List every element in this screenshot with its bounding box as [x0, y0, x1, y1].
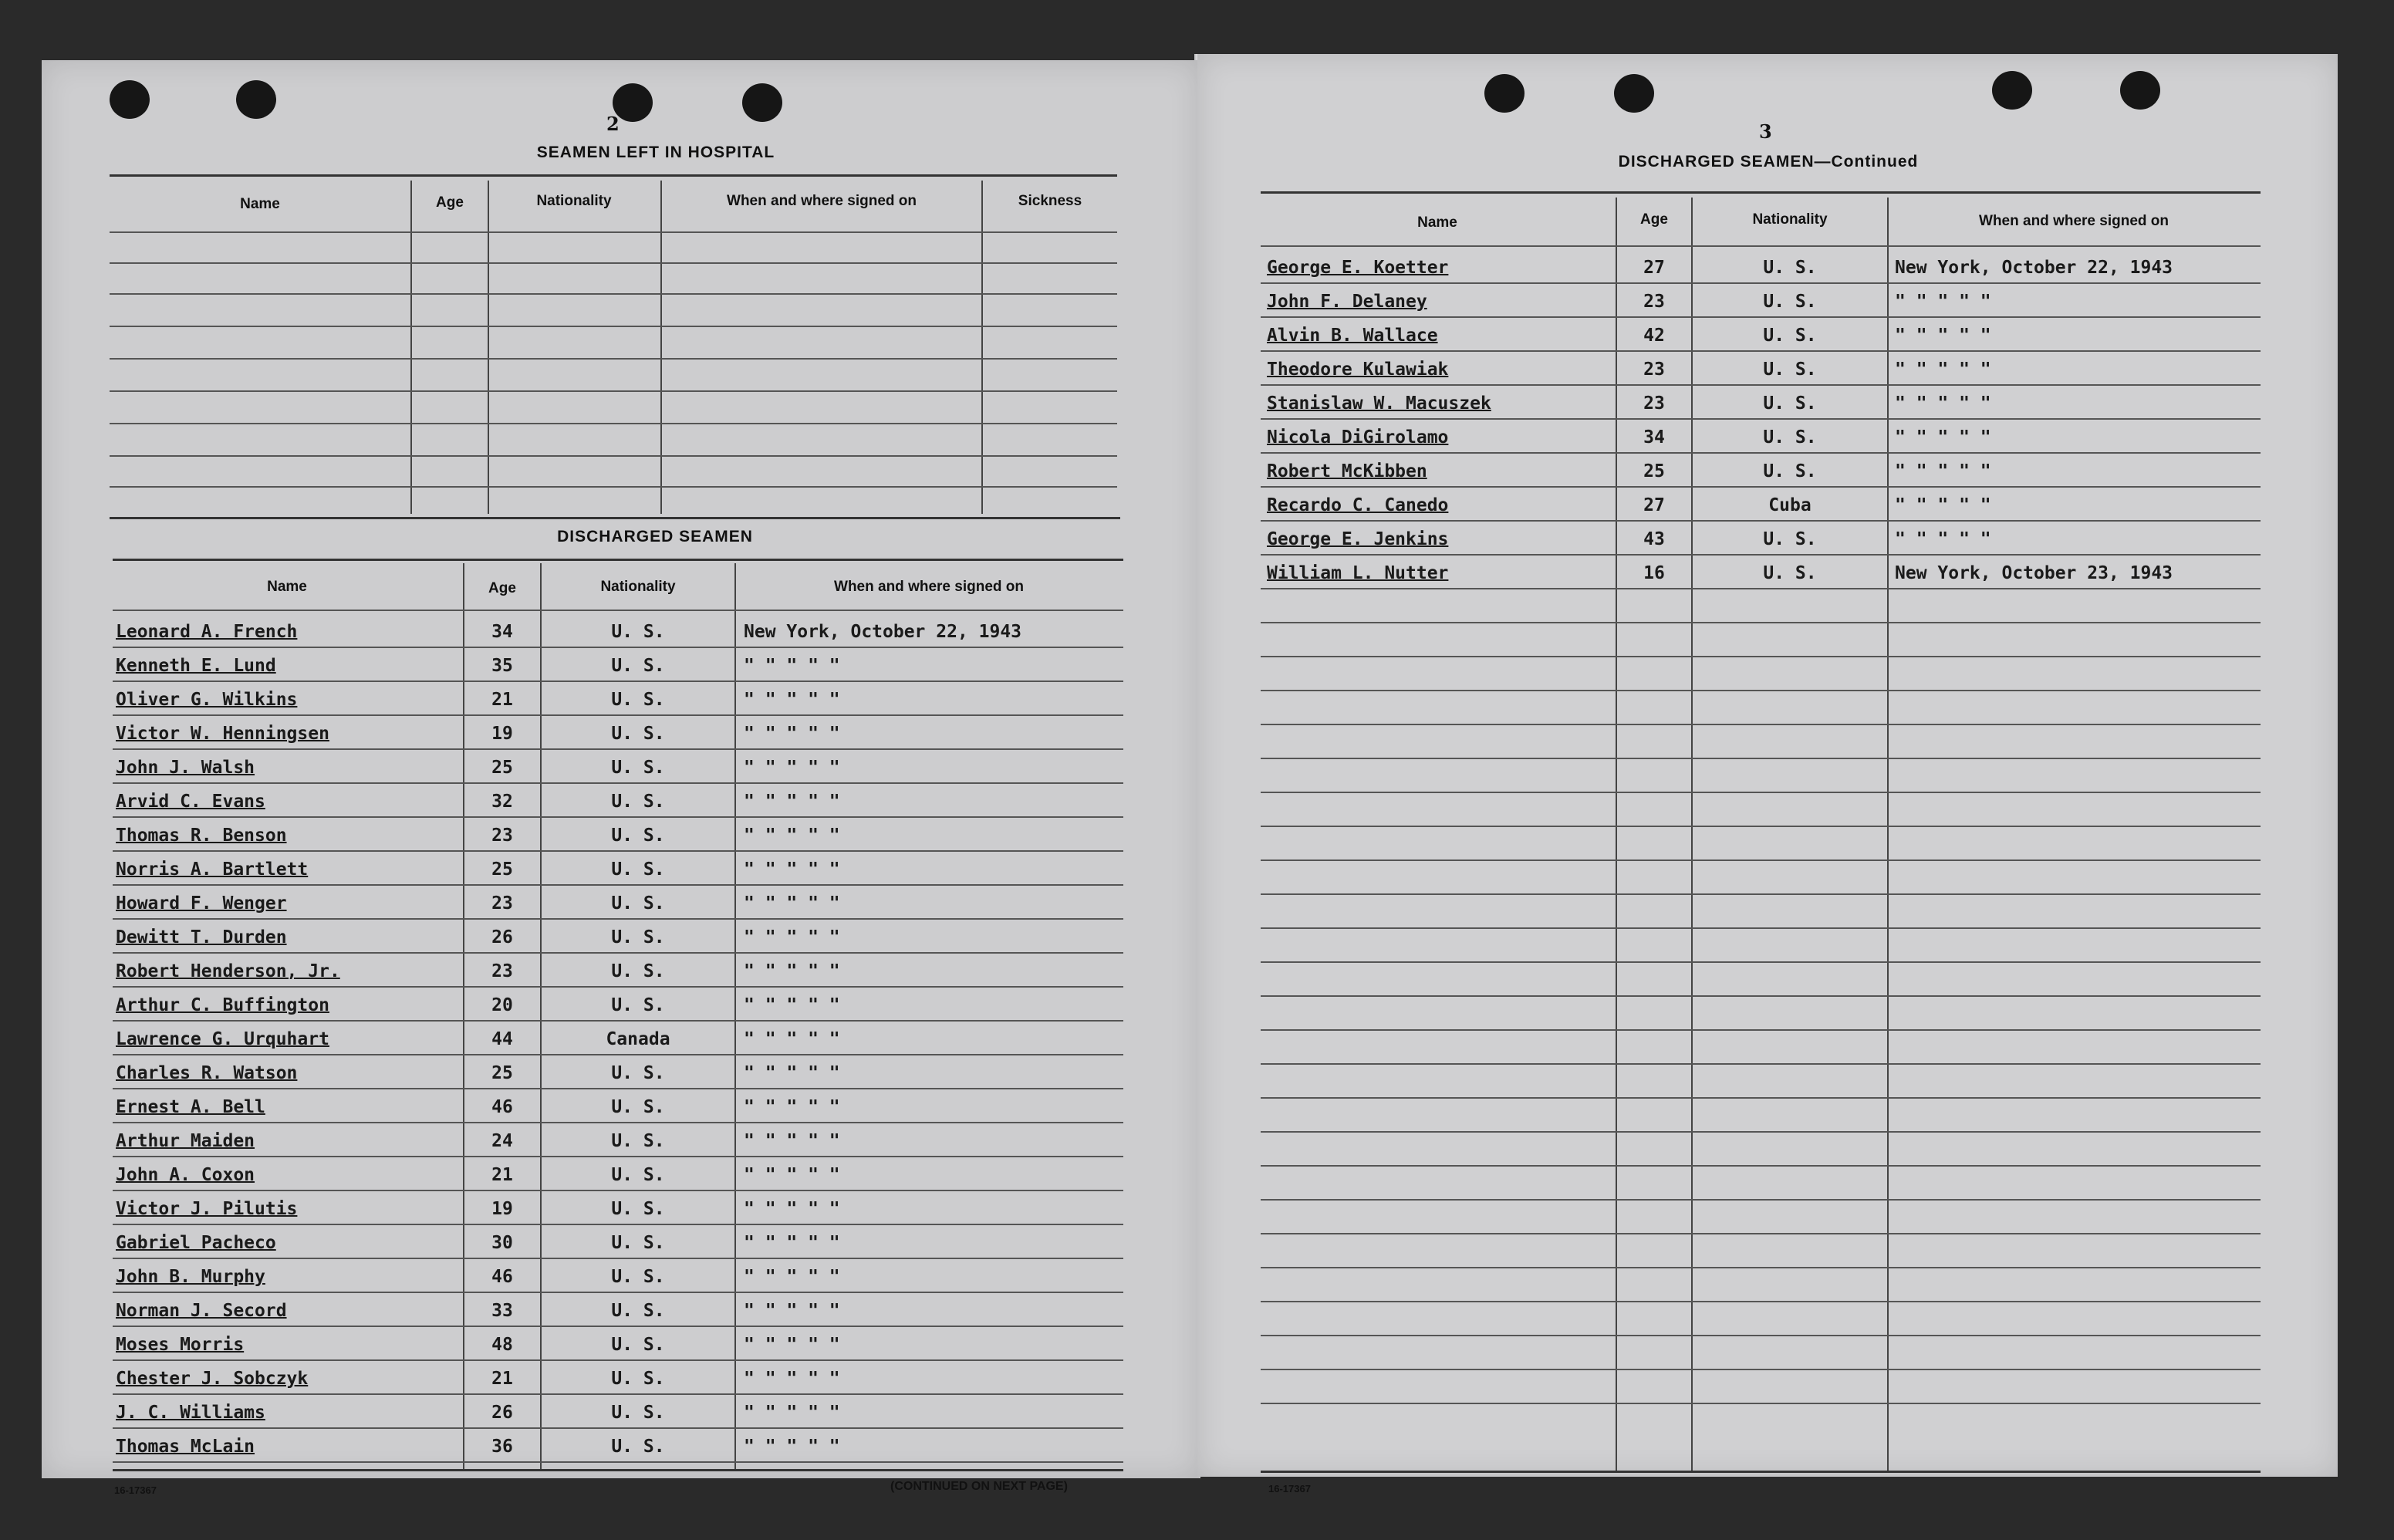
column-divider	[488, 181, 489, 514]
row-line	[113, 1156, 1123, 1157]
row-line	[113, 1054, 1123, 1055]
seaman-age-cell: 34	[1643, 427, 1665, 447]
seaman-age-cell: 48	[491, 1335, 513, 1355]
seaman-signed-cell: " " " " "	[744, 1029, 840, 1049]
row-line	[113, 647, 1123, 648]
seaman-age-cell: 44	[491, 1029, 513, 1049]
seaman-name-cell: Arthur Maiden	[116, 1131, 255, 1151]
seaman-signed-cell: " " " " "	[744, 995, 840, 1015]
seaman-nat-cell: U. S.	[1763, 461, 1817, 481]
column-header-nationality: Nationality	[536, 193, 612, 209]
seaman-signed-cell: " " " " "	[744, 1437, 840, 1457]
row-line	[110, 231, 1117, 233]
seaman-name-cell: Thomas R. Benson	[116, 826, 287, 846]
seaman-signed-cell: " " " " "	[1895, 495, 1991, 515]
seaman-name-cell: John B. Murphy	[116, 1267, 265, 1287]
seaman-age-cell: 23	[491, 826, 513, 846]
row-line	[1261, 792, 2261, 793]
right-page	[1197, 54, 2338, 1494]
form-number: 16-17367	[1268, 1483, 1311, 1494]
row-line	[1261, 1165, 2261, 1167]
row-line	[1261, 995, 2261, 997]
seaman-age-cell: 19	[491, 724, 513, 744]
seaman-nat-cell: U. S.	[611, 1165, 665, 1185]
row-line	[113, 1292, 1123, 1293]
seaman-age-cell: 21	[491, 1369, 513, 1389]
seaman-name-cell: Thomas McLain	[116, 1437, 255, 1457]
seaman-nat-cell: Canada	[606, 1029, 670, 1049]
form-number: 16-17367	[114, 1484, 157, 1496]
seaman-nat-cell: U. S.	[1763, 563, 1817, 583]
page-number: 3	[1759, 120, 1772, 143]
seaman-signed-cell: " " " " "	[744, 656, 840, 676]
row-line	[1261, 1029, 2261, 1031]
row-line	[113, 748, 1123, 750]
seaman-nat-cell: U. S.	[611, 1063, 665, 1083]
seaman-nat-cell: Cuba	[1768, 495, 1812, 515]
row-line	[1261, 486, 2261, 488]
seaman-name-cell: Alvin B. Wallace	[1267, 326, 1438, 346]
column-header-sickness: Sickness	[1018, 193, 1082, 209]
row-line	[1261, 1131, 2261, 1133]
seaman-signed-cell: " " " " "	[744, 792, 840, 812]
seaman-name-cell: Dewitt T. Durden	[116, 927, 287, 947]
seaman-age-cell: 26	[491, 927, 513, 947]
row-line	[1261, 1097, 2261, 1099]
row-line	[1261, 690, 2261, 691]
row-line	[110, 390, 1117, 392]
seaman-age-cell: 46	[491, 1097, 513, 1117]
seaman-signed-cell: " " " " "	[744, 1199, 840, 1219]
row-line	[1261, 1063, 2261, 1065]
row-line	[113, 1190, 1123, 1191]
punch-hole	[110, 80, 150, 119]
seaman-signed-cell: " " " " "	[744, 1233, 840, 1253]
row-line	[1261, 588, 2261, 589]
seaman-age-cell: 43	[1643, 529, 1665, 549]
seaman-name-cell: George E. Jenkins	[1267, 529, 1449, 549]
row-line	[113, 681, 1123, 682]
seaman-nat-cell: U. S.	[611, 1437, 665, 1457]
row-line	[113, 1461, 1123, 1463]
seaman-signed-cell: " " " " "	[1895, 326, 1991, 346]
seaman-signed-cell: " " " " "	[1895, 427, 1991, 447]
table-rule	[1261, 191, 2261, 194]
row-line	[113, 1326, 1123, 1327]
row-line	[113, 1020, 1123, 1022]
row-line	[113, 1258, 1123, 1259]
seaman-name-cell: Stanislaw W. Macuszek	[1267, 393, 1491, 414]
punch-hole	[2120, 71, 2160, 110]
column-divider	[660, 181, 662, 514]
seaman-name-cell: Arthur C. Buffington	[116, 995, 329, 1015]
row-line	[1261, 961, 2261, 963]
seaman-age-cell: 27	[1643, 495, 1665, 515]
seaman-name-cell: William L. Nutter	[1267, 563, 1449, 583]
seaman-nat-cell: U. S.	[611, 1301, 665, 1321]
seaman-nat-cell: U. S.	[611, 927, 665, 947]
seaman-age-cell: 23	[491, 961, 513, 981]
seaman-name-cell: Leonard A. French	[116, 622, 298, 642]
row-line	[1261, 622, 2261, 623]
left-page	[42, 60, 1199, 1496]
punch-hole	[1992, 71, 2032, 110]
seaman-signed-cell: " " " " "	[1895, 529, 1991, 549]
seaman-age-cell: 42	[1643, 326, 1665, 346]
row-line	[110, 486, 1117, 488]
column-header-age: Age	[436, 194, 464, 211]
row-line	[113, 1393, 1123, 1395]
row-line	[113, 884, 1123, 886]
row-line	[113, 1088, 1123, 1089]
seaman-age-cell: 32	[491, 792, 513, 812]
seaman-nat-cell: U. S.	[611, 1131, 665, 1151]
seaman-nat-cell: U. S.	[611, 995, 665, 1015]
row-line	[1261, 1403, 2261, 1404]
seaman-name-cell: Moses Morris	[116, 1335, 245, 1355]
row-line	[110, 423, 1117, 424]
row-line	[1261, 724, 2261, 725]
page-number: 2	[606, 113, 620, 135]
row-line	[1261, 245, 2261, 247]
column-header-name: Name	[1417, 214, 1457, 231]
column-header-age: Age	[488, 580, 516, 596]
seaman-signed-cell: " " " " "	[744, 961, 840, 981]
seaman-name-cell: Ernest A. Bell	[116, 1097, 265, 1117]
seaman-age-cell: 20	[491, 995, 513, 1015]
seaman-nat-cell: U. S.	[611, 1097, 665, 1117]
seaman-age-cell: 25	[1643, 461, 1665, 481]
column-header-signed-on: When and where signed on	[834, 579, 1024, 595]
table-rule	[1261, 1471, 2261, 1473]
row-line	[113, 610, 1123, 611]
seaman-signed-cell: " " " " "	[744, 927, 840, 947]
seaman-age-cell: 27	[1643, 258, 1665, 278]
row-line	[1261, 927, 2261, 929]
hospital-section-title: SEAMEN LEFT IN HOSPITAL	[536, 144, 775, 161]
seaman-nat-cell: U. S.	[1763, 258, 1817, 278]
seaman-name-cell: Howard F. Wenger	[116, 893, 287, 914]
seaman-age-cell: 26	[491, 1403, 513, 1423]
seaman-nat-cell: U. S.	[611, 690, 665, 710]
seaman-name-cell: Victor W. Henningsen	[116, 724, 329, 744]
seaman-signed-cell: " " " " "	[744, 1335, 840, 1355]
seaman-name-cell: Oliver G. Wilkins	[116, 690, 298, 710]
seaman-name-cell: Recardo C. Canedo	[1267, 495, 1449, 515]
row-line	[1261, 893, 2261, 895]
seaman-age-cell: 33	[491, 1301, 513, 1321]
table-rule	[110, 517, 1120, 519]
seaman-name-cell: John A. Coxon	[116, 1165, 255, 1185]
column-header-nationality: Nationality	[600, 579, 676, 595]
row-line	[110, 358, 1117, 360]
seaman-nat-cell: U. S.	[611, 859, 665, 880]
column-header-name: Name	[267, 579, 307, 595]
row-line	[1261, 1335, 2261, 1336]
punch-hole	[236, 80, 276, 119]
table-rule	[113, 559, 1123, 561]
seaman-signed-cell: " " " " "	[744, 758, 840, 778]
seaman-age-cell: 23	[491, 893, 513, 914]
seaman-signed-cell: " " " " "	[744, 1097, 840, 1117]
seaman-name-cell: Norman J. Secord	[116, 1301, 287, 1321]
column-divider	[410, 181, 412, 514]
seaman-signed-cell: " " " " "	[744, 1403, 840, 1423]
seaman-signed-cell: " " " " "	[1895, 292, 1991, 312]
seaman-name-cell: John J. Walsh	[116, 758, 255, 778]
row-line	[110, 326, 1117, 327]
seaman-nat-cell: U. S.	[611, 656, 665, 676]
column-header-signed-on: When and where signed on	[1979, 213, 2169, 229]
column-divider	[1691, 198, 1693, 1472]
seaman-age-cell: 25	[491, 758, 513, 778]
row-line	[1261, 316, 2261, 318]
seaman-signed-cell: " " " " "	[1895, 360, 1991, 380]
row-line	[1261, 826, 2261, 827]
seaman-nat-cell: U. S.	[611, 1369, 665, 1389]
seaman-name-cell: George E. Koetter	[1267, 258, 1449, 278]
seaman-name-cell: Arvid C. Evans	[116, 792, 265, 812]
row-line	[113, 952, 1123, 954]
row-line	[1261, 758, 2261, 759]
seaman-name-cell: Lawrence G. Urquhart	[116, 1029, 329, 1049]
column-header-age: Age	[1640, 211, 1668, 228]
seaman-nat-cell: U. S.	[611, 792, 665, 812]
column-divider	[981, 181, 983, 514]
seaman-nat-cell: U. S.	[611, 1233, 665, 1253]
row-line	[1261, 859, 2261, 861]
seaman-signed-cell: " " " " "	[744, 690, 840, 710]
seaman-signed-cell: " " " " "	[1895, 461, 1991, 481]
seaman-age-cell: 35	[491, 656, 513, 676]
seaman-signed-cell: " " " " "	[744, 1165, 840, 1185]
row-line	[1261, 350, 2261, 352]
seaman-signed-cell: " " " " "	[744, 1301, 840, 1321]
row-line	[113, 1122, 1123, 1123]
seaman-nat-cell: U. S.	[1763, 360, 1817, 380]
seaman-age-cell: 19	[491, 1199, 513, 1219]
seaman-age-cell: 23	[1643, 292, 1665, 312]
row-line	[1261, 418, 2261, 420]
seaman-name-cell: Victor J. Pilutis	[116, 1199, 298, 1219]
column-divider	[1887, 198, 1889, 1472]
row-line	[1261, 282, 2261, 284]
row-line	[1261, 384, 2261, 386]
seaman-signed-cell: New York, October 22, 1943	[744, 622, 1022, 642]
seaman-age-cell: 21	[491, 690, 513, 710]
row-line	[110, 455, 1117, 457]
row-line	[113, 714, 1123, 716]
seaman-age-cell: 23	[1643, 393, 1665, 414]
seaman-nat-cell: U. S.	[611, 1335, 665, 1355]
row-line	[113, 918, 1123, 920]
seaman-age-cell: 30	[491, 1233, 513, 1253]
seaman-age-cell: 25	[491, 1063, 513, 1083]
row-line	[1261, 1301, 2261, 1302]
row-line	[110, 262, 1117, 264]
seaman-name-cell: Robert McKibben	[1267, 461, 1427, 481]
continued-note: (CONTINUED ON NEXT PAGE)	[890, 1480, 1068, 1493]
seaman-name-cell: J. C. Williams	[116, 1403, 265, 1423]
row-line	[113, 782, 1123, 784]
seaman-signed-cell: " " " " "	[1895, 393, 1991, 414]
row-line	[1261, 452, 2261, 454]
seaman-signed-cell: " " " " "	[744, 724, 840, 744]
seaman-age-cell: 34	[491, 622, 513, 642]
seaman-nat-cell: U. S.	[611, 622, 665, 642]
row-line	[1261, 554, 2261, 556]
row-line	[110, 293, 1117, 295]
row-line	[113, 850, 1123, 852]
column-divider	[734, 563, 736, 1471]
row-line	[1261, 1267, 2261, 1268]
seaman-age-cell: 46	[491, 1267, 513, 1287]
seaman-signed-cell: " " " " "	[744, 1131, 840, 1151]
column-header-name: Name	[240, 196, 280, 212]
seaman-name-cell: Norris A. Bartlett	[116, 859, 309, 880]
punch-hole	[1614, 74, 1654, 113]
seaman-nat-cell: U. S.	[611, 961, 665, 981]
seaman-age-cell: 25	[491, 859, 513, 880]
punch-hole	[1484, 74, 1525, 113]
row-line	[1261, 656, 2261, 657]
seaman-nat-cell: U. S.	[1763, 393, 1817, 414]
row-line	[113, 1224, 1123, 1225]
seaman-signed-cell: " " " " "	[744, 893, 840, 914]
row-line	[113, 1427, 1123, 1429]
seaman-name-cell: Charles R. Watson	[116, 1063, 298, 1083]
seaman-nat-cell: U. S.	[1763, 529, 1817, 549]
row-line	[1261, 1233, 2261, 1234]
seaman-signed-cell: " " " " "	[744, 1369, 840, 1389]
seaman-signed-cell: " " " " "	[744, 826, 840, 846]
column-header-nationality: Nationality	[1752, 211, 1828, 228]
row-line	[1261, 1369, 2261, 1370]
discharged-continued-title: DISCHARGED SEAMEN—Continued	[1618, 153, 1919, 171]
seaman-name-cell: Theodore Kulawiak	[1267, 360, 1449, 380]
seaman-age-cell: 16	[1643, 563, 1665, 583]
seaman-signed-cell: New York, October 22, 1943	[1895, 258, 2173, 278]
seaman-age-cell: 24	[491, 1131, 513, 1151]
discharged-section-title: DISCHARGED SEAMEN	[557, 528, 753, 545]
seaman-nat-cell: U. S.	[611, 758, 665, 778]
row-line	[113, 986, 1123, 988]
seaman-nat-cell: U. S.	[611, 826, 665, 846]
seaman-name-cell: Nicola DiGirolamo	[1267, 427, 1449, 447]
seaman-nat-cell: U. S.	[1763, 326, 1817, 346]
seaman-nat-cell: U. S.	[611, 724, 665, 744]
seaman-signed-cell: " " " " "	[744, 1267, 840, 1287]
seaman-nat-cell: U. S.	[611, 893, 665, 914]
seaman-nat-cell: U. S.	[1763, 427, 1817, 447]
row-line	[1261, 520, 2261, 522]
column-divider	[1616, 198, 1617, 1472]
punch-hole	[742, 83, 782, 122]
seaman-age-cell: 23	[1643, 360, 1665, 380]
column-header-signed-on: When and where signed on	[727, 193, 917, 209]
seaman-name-cell: John F. Delaney	[1267, 292, 1427, 312]
seaman-name-cell: Robert Henderson, Jr.	[116, 961, 340, 981]
row-line	[113, 1359, 1123, 1361]
seaman-name-cell: Chester J. Sobczyk	[116, 1369, 309, 1389]
seaman-age-cell: 21	[491, 1165, 513, 1185]
seaman-name-cell: Kenneth E. Lund	[116, 656, 276, 676]
seaman-signed-cell: " " " " "	[744, 1063, 840, 1083]
row-line	[1261, 1199, 2261, 1201]
seaman-nat-cell: U. S.	[1763, 292, 1817, 312]
row-line	[113, 816, 1123, 818]
seaman-nat-cell: U. S.	[611, 1199, 665, 1219]
seaman-signed-cell: " " " " "	[744, 859, 840, 880]
seaman-age-cell: 36	[491, 1437, 513, 1457]
seaman-signed-cell: New York, October 23, 1943	[1895, 563, 2173, 583]
seaman-name-cell: Gabriel Pacheco	[116, 1233, 276, 1253]
seaman-nat-cell: U. S.	[611, 1403, 665, 1423]
table-rule	[113, 1469, 1123, 1471]
seaman-nat-cell: U. S.	[611, 1267, 665, 1287]
table-rule	[110, 174, 1117, 177]
